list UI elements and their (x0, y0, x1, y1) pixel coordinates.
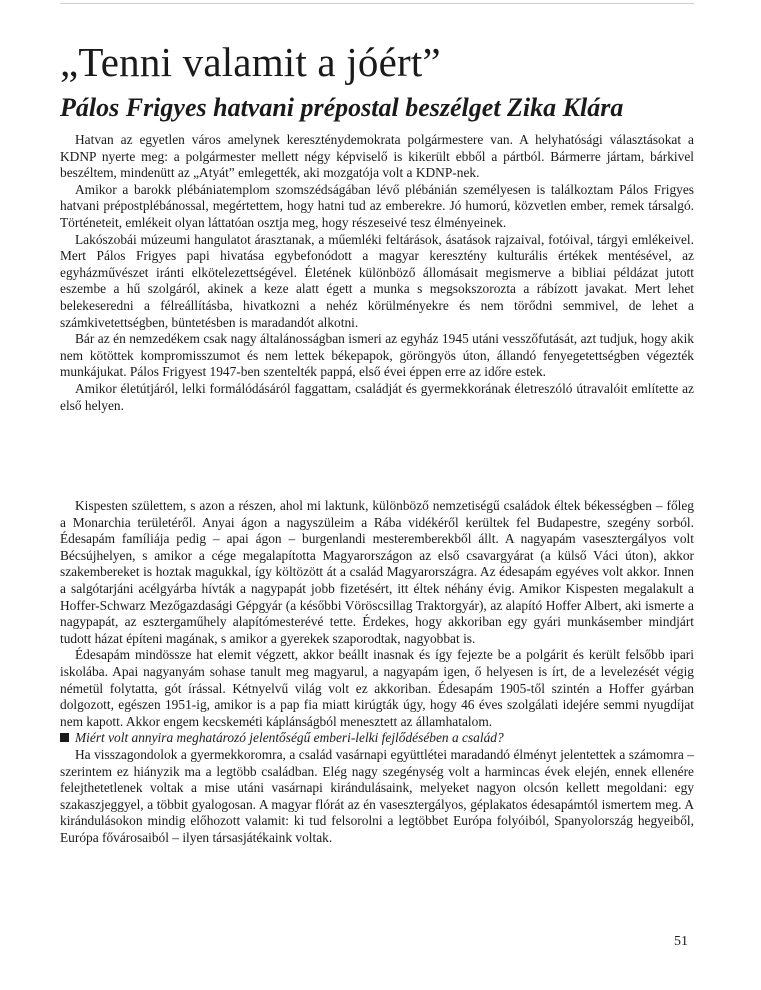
page-number: 51 (674, 934, 688, 949)
question-text: Miért volt annyira meghatározó jelentőségű emberi-lelki fejlődésében a család? (75, 730, 504, 746)
article-subtitle: Pálos Frigyes hatvani prépostal beszélget Zika Klára (60, 93, 624, 122)
body-paragraph: Édesapám mindössze hat elemit végzett, akkor beállt inasnak és így fejezte be a polgárit és került felsőbb ipari iskolába. Apai nagyanyám sohase tanult meg magyarul, a nagyapám igen, ő helyesen is írt, de a levelezését végig németül folytatta, gót írással. Kétnyelvű világ volt ez akkoriban. Édesapám 1905-től szintén a Hoffer gyárban dolgozott, egészen 1951-ig, amikor is a pap fia miatt kirúgták úgy, hogy 46 éves szolgálati idejére semmi nyugdíjat nem kapott. Akkor engem kecskeméti káplánságból menesztett az államhatalom. (60, 647, 694, 729)
intro-paragraph: Hatvan az egyetlen város amelynek kereszténydemokrata polgármestere van. A helyhatósági választásokat a KDNP nyerte meg: a polgármester mellett négy képviselő is kikerült ebből a pártból. Bármerre jártam, bárkivel beszéltem, mindenütt az „Atyát” emlegették, aki mozgatója volt a KDNP-nek. (60, 132, 694, 181)
answer-paragraph: Ha visszagondolok a gyermekkoromra, a család vasárnapi együttlétei maradandó élményt jelentettek a számomra – szerintem ez hiányzik ma a legtöbb családban. Elég nagy szegénység volt a harmincas évek elején, ennek ellenére felejthetetlenek voltak a mise utáni vasárnapi kirándulásaink, melyeket nagyon olcsón kellett megoldani: egy szakaszjeggyel, a többit gyalogosan. A magyar flórát az én vasesztergályos, géplakatos édesapámtól ismertem meg. A kirándulásokon mindig előhozott valamit: ki tud felsorolni a legtöbbet Európa folyóiból, Spanyolország hegyeiből, Európa fővárosaiból – ilyen társasjátékaink voltak. (60, 746, 694, 845)
body-paragraph: Kispesten születtem, s azon a részen, ahol mi laktunk, különböző nemzetiségű családok éltek békességben – főleg a Monarchia területéről. Anyai ágon a nagyszüleim a Rába vidékéről kerültek fel Budapestre, szegény sorból. Édesapám famíliája pedig – apai ágon – burgenlandi mesteremberekből állt. A nagyapám vasesztergályos volt Bécsújhelyen, s amikor a cége megalapította Magyarországon az első csavargyárat (a külső Váci úton), akkor szakembereket is hoztak magukkal, így költözött át a család Magyarországra. Az édesapám egyéves volt akkor. Innen a salgótarjáni acélgyárba hívták a nagypapát jobb fizetésért, itt éltek néhány évig. Amikor Kispesten megalakult a Hoffer-Schwarz Mezőgazdasági Gépgyár (a későbbi Vöröscsillag Traktorgyár), az alapító Hoffer Albert, aki ismerte a nagypapát, az esztergaműhely alapítómesterévé tette. Érdekes, hogy akkoriban egy gyári munkásember mindjárt tudott házat építeni magának, s amikor a gyerekek szaporodtak, nagyobbat is. (60, 498, 694, 646)
intro-paragraph: Amikor a barokk plébániatemplom szomszédságában lévő plébánián személyesen is találkoztam Pálos Frigyes hatvani prépostplébánossal, megértettem, hogy hatni tud az emberekre. Jó humorú, közvetlen ember, remek társalgó. Történeteit, emlékeit olyan láttatóan osztja meg, hogy részeseivé tesz élményeinek. (60, 181, 694, 230)
article-title: „Tenni valamit a jóért” (60, 39, 441, 85)
intro-paragraph: Lakószobái múzeumi hangulatot árasztanak, a műemléki feltárások, ásatások rajzaival, fotóival, tárgyi emlékeivel. Mert Pálos Frigyes papi hivatása egybefonódott a magyar keresztény kulturális értékek mentésével, az egyházművészet iránti elkötelezettségével. Életének különböző állomásait megismerve a bibliai példázat jutott eszembe a hű szolgáról, akinek a keze alatt égett a munka s megsokszorozta a rábízott javakat. Mert lehet belekeseredni a félreállításba, hivatkozni a nehéz körülményekre és nem törődni semmivel, de lehet a számkivetettségben, büntetésben is maradandót alkotni. (60, 231, 694, 330)
question-marker-icon (60, 733, 69, 742)
document-page (60, 0, 694, 990)
intro-paragraph: Bár az én nemzedékem csak nagy általánosságban ismeri az egyház 1945 utáni vesszőfutását, azt tudjuk, hogy akik nem kötöttek kompromisszumot és nem lettek békepapok, göröngyös úton, állandó fenyegetettségben végezték munkájukat. Pálos Frigyest 1947-ben szentelték pappá, első évei éppen erre az időre estek. (60, 331, 694, 380)
article-body (60, 498, 694, 846)
article-intro (60, 132, 694, 414)
top-rule (60, 3, 694, 4)
interview-question (60, 730, 694, 747)
intro-paragraph: Amikor életútjáról, lelki formálódásáról faggattam, családját és gyermekkorának életreszóló útravalóit említette az első helyen. (60, 380, 694, 413)
